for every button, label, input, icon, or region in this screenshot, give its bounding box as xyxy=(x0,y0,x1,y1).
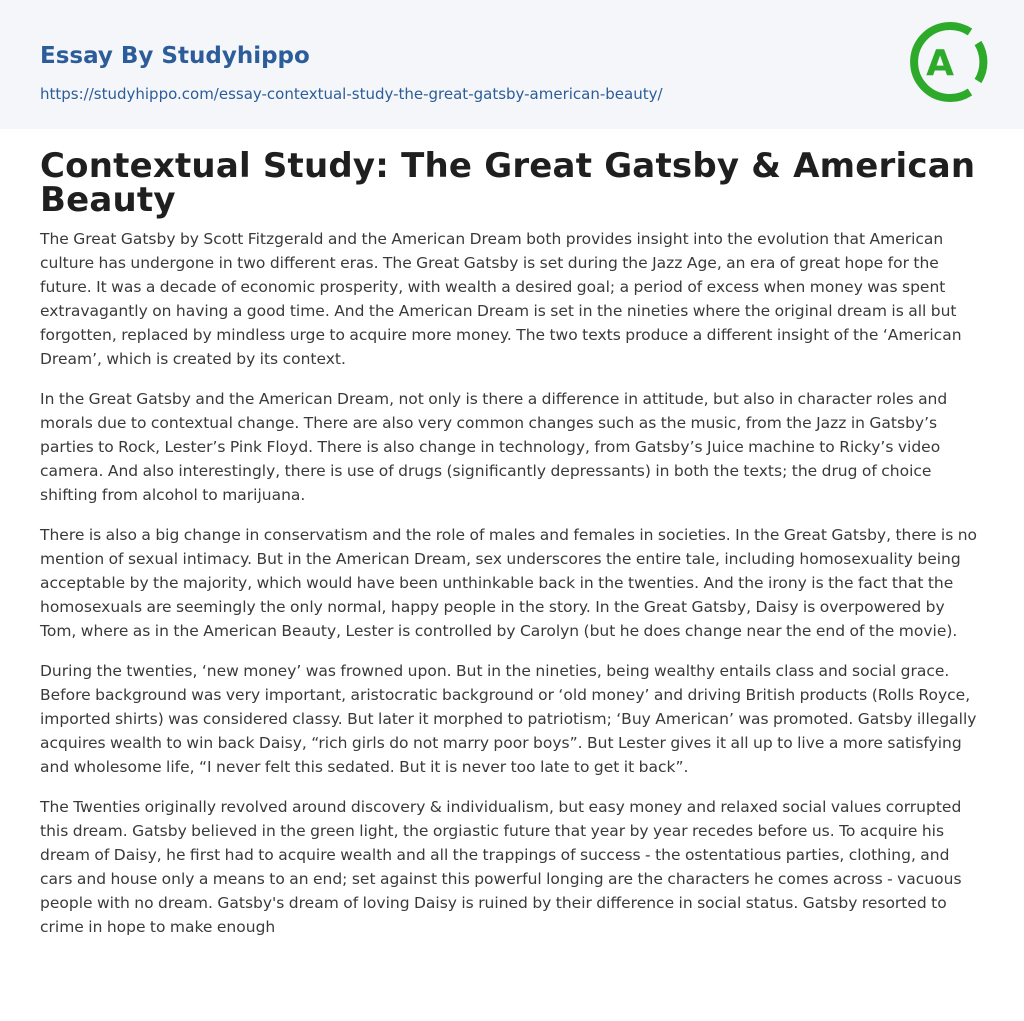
studyhippo-logo-icon[interactable] xyxy=(908,17,988,107)
article-paragraph-1: The Great Gatsby by Scott Fitzgerald and the American Dream both provides insight into the evolution that American culture has undergone in two different eras. The Great Gatsby is set during the Jazz Age, an era of great hope for the future. It was a decade of economic prosperity, with wealth a desired goal; a period of excess when money was spent extravagantly on having a good time. And the American Dream is set in the nineties where the original dream is all but forgotten, replaced by mindless urge to acquire more money. The two texts produce a different insight of the ‘American Dream’, which is created by its context. xyxy=(40,230,962,368)
logo-letter: A xyxy=(926,43,954,84)
article-title: Contextual Study: The Great Gatsby & American Beauty xyxy=(40,146,976,220)
article-paragraph-4: During the twenties, ‘new money’ was frowned upon. But in the nineties, being wealthy entails class and social grace. Before background was very important, aristocratic background or ‘old money’ and driving British products (Rolls Royce, imported shirts) was considered classy. But later it morphed to patriotism; ‘Buy American’ was promoted. Gatsby illegally acquires wealth to win back Daisy, “rich girls do not marry poor boys”. But Lester gives it all up to live a more satisfying and wholesome life, “I never felt this sedated. But it is never too late to get it back”. xyxy=(40,662,977,776)
logo-ring-right xyxy=(978,43,983,81)
site-brand[interactable]: Essay By Studyhippo xyxy=(40,43,310,69)
article xyxy=(0,129,1024,939)
essay-url-link[interactable]: https://studyhippo.com/essay-contextual-study-the-great-gatsby-american-beauty/ xyxy=(40,85,663,103)
article-paragraph-3: There is also a big change in conservatism and the role of males and females in societies. In the Great Gatsby, there is no mention of sexual intimacy. But in the American Dream, sex underscores the entire tale, including homosexuality being acceptable by the majority, which would have been unthinkable back in the twenties. And the irony is the fact that the homosexuals are seemingly the only normal, happy people in the story. In the Great Gatsby, Daisy is overpowered by Tom, where as in the American Beauty, Lester is controlled by Carolyn (but he does change near the end of the movie). xyxy=(40,526,977,640)
article-paragraph-5: The Twenties originally revolved around discovery & individualism, but easy money and relaxed social values corrupted this dream. Gatsby believed in the green light, the orgiastic future that year by year recedes before us. To acquire his dream of Daisy, he first had to acquire wealth and all the trappings of success - the ostentatious parties, clothing, and cars and house only a means to an end; set against this powerful longing are the characters he comes across - vacuous people with no dream. Gatsby's dream of loving Daisy is ruined by their difference in social status. Gatsby resorted to crime in hope to make enough xyxy=(40,798,962,936)
article-paragraph-2: In the Great Gatsby and the American Dream, not only is there a difference in attitude, but also in character roles and morals due to contextual change. There are also very common changes such as the music, from the Jazz in Gatsby’s parties to Rock, Lester’s Pink Floyd. There is also change in technology, from Gatsby’s Juice machine to Ricky’s video camera. And also interestingly, there is use of drugs (significantly depressants) in both the texts; the drug of choice shifting from alcohol to marijuana. xyxy=(40,390,948,504)
site-header xyxy=(0,0,1024,129)
